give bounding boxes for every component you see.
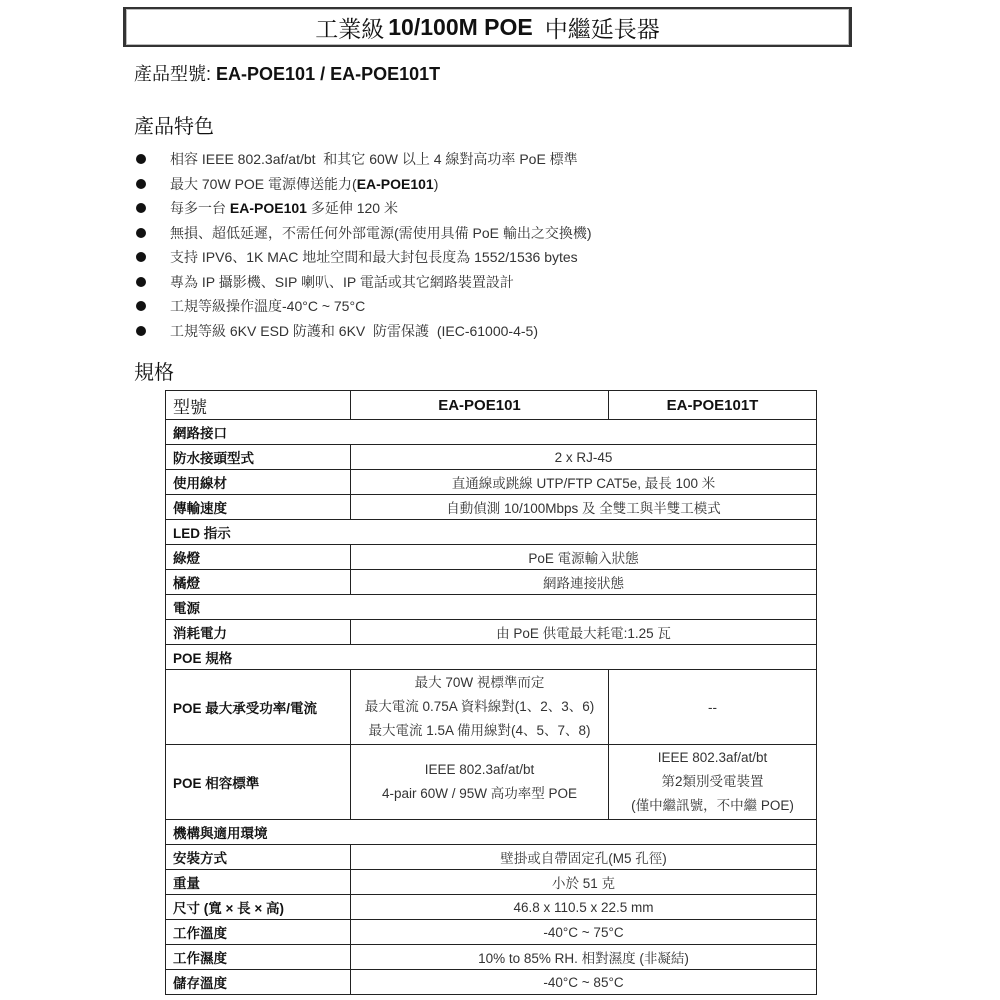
model-label: 產品型號: xyxy=(134,64,212,84)
feature-text xyxy=(170,174,438,194)
row-value-poe-std-col2 xyxy=(609,745,817,820)
table-row xyxy=(166,920,817,945)
table-row xyxy=(166,945,817,970)
row-label-green-led: 綠燈 xyxy=(166,545,351,570)
table-row xyxy=(166,845,817,870)
feature-text-bold: EA-POE101 xyxy=(229,200,307,217)
row-value-storage-temp: -40°C ~ 85°C xyxy=(351,970,817,995)
poe-std-t-line-2: 第2類別受電裝置 xyxy=(661,774,764,789)
section-led: LED 指示 xyxy=(166,520,817,545)
model-value: EA-POE101 / EA-POE101T xyxy=(216,64,441,84)
bullet-icon xyxy=(136,179,146,189)
row-value-mounting: 壁掛或自帶固定孔(M5 孔徑) xyxy=(351,845,817,870)
row-label-connector: 防水接頭型式 xyxy=(166,445,351,470)
row-value-orange-led: 網路連接狀態 xyxy=(351,570,817,595)
feature-item xyxy=(134,294,834,319)
feature-text xyxy=(170,149,578,169)
title-prefix: 工業級 xyxy=(315,15,385,42)
poe-std-t-line-1: IEEE 802.3af/at/bt xyxy=(657,750,768,765)
feature-item xyxy=(134,196,834,221)
feature-item xyxy=(134,147,834,172)
feature-text xyxy=(170,247,578,267)
feature-text xyxy=(170,296,365,316)
title-suffix: 中繼延長器 xyxy=(544,15,660,42)
section-row-power xyxy=(166,595,817,620)
title-main: 10/100M POE xyxy=(388,13,533,40)
section-row-poe xyxy=(166,645,817,670)
feature-text xyxy=(170,198,398,218)
section-network: 網路接口 xyxy=(166,420,817,445)
row-value-consumption: 由 PoE 供電最大耗電:1.25 瓦 xyxy=(351,620,817,645)
row-label-orange-led: 橘燈 xyxy=(166,570,351,595)
bullet-icon xyxy=(136,154,146,164)
row-value-poe-max-col2: -- xyxy=(609,670,817,745)
table-row xyxy=(166,745,817,820)
header-label: 型號 xyxy=(166,391,351,420)
section-row-environment xyxy=(166,820,817,845)
model-line xyxy=(134,60,440,86)
row-value-connector: 2 x RJ-45 xyxy=(351,445,817,470)
feature-text-part: 工規等級操作溫度-40°C ~ 75°C xyxy=(170,298,366,315)
table-header-row xyxy=(166,391,817,420)
row-value-poe-max-col1 xyxy=(351,670,609,745)
section-row-led xyxy=(166,520,817,545)
row-label-cable: 使用線材 xyxy=(166,470,351,495)
row-label-op-temp: 工作溫度 xyxy=(166,920,351,945)
spec-heading: 規格 xyxy=(134,362,174,384)
table-row xyxy=(166,545,817,570)
row-label-poe-max: POE 最大承受功率/電流 xyxy=(166,670,351,745)
row-label-humidity: 工作濕度 xyxy=(166,945,351,970)
row-value-cable: 直通線或跳線 UTP/FTP CAT5e, 最長 100 米 xyxy=(351,470,817,495)
feature-text-part: 工規等級 6KV ESD 防護和 6KV 防雷保護 (IEC-61000-4-5) xyxy=(170,322,538,339)
feature-text xyxy=(170,272,514,292)
poe-std-line-2: 4-pair 60W / 95W 高功率型 POE xyxy=(381,786,578,801)
feature-item xyxy=(134,245,834,270)
feature-item xyxy=(134,270,834,295)
table-row xyxy=(166,895,817,920)
feature-text-bold: EA-POE101 xyxy=(356,175,434,192)
feature-text-part: 每多一台 xyxy=(170,200,230,217)
row-value-green-led: PoE 電源輸入狀態 xyxy=(351,545,817,570)
feature-item xyxy=(134,172,834,197)
row-value-op-temp: -40°C ~ 75°C xyxy=(351,920,817,945)
feature-text-part: 最大 70W POE 電源傳送能力( xyxy=(170,175,357,192)
document-title xyxy=(123,7,852,47)
row-value-dimensions: 46.8 x 110.5 x 22.5 mm xyxy=(351,895,817,920)
row-label-poe-std: POE 相容標準 xyxy=(166,745,351,820)
features-heading: 產品特色 xyxy=(134,116,214,138)
row-value-poe-std-col1 xyxy=(351,745,609,820)
section-poe: POE 規格 xyxy=(166,645,817,670)
feature-text-part: 無損、超低延遲，不需任何外部電源(需使用具備 PoE 輸出之交換機) xyxy=(170,224,592,241)
feature-item xyxy=(134,319,834,344)
section-power: 電源 xyxy=(166,595,817,620)
row-value-weight: 小於 51 克 xyxy=(351,870,817,895)
feature-text-part: 相容 IEEE 802.3af/at/bt 和其它 60W 以上 4 線對高功率 PoE 標準 xyxy=(170,151,578,168)
table-row xyxy=(166,620,817,645)
table-row xyxy=(166,870,817,895)
spec-table xyxy=(165,390,817,995)
features-list xyxy=(134,147,834,343)
table-row xyxy=(166,470,817,495)
poe-std-t-line-3: (僅中繼訊號，不中繼 POE) xyxy=(631,798,794,813)
row-label-mounting: 安裝方式 xyxy=(166,845,351,870)
table-row xyxy=(166,495,817,520)
feature-text-part: 多延伸 120 米 xyxy=(306,200,398,217)
poe-max-line-2: 最大電流 0.75A 資料線對(1、2、3、6) xyxy=(364,699,595,714)
section-row-network xyxy=(166,420,817,445)
table-row xyxy=(166,445,817,470)
poe-std-line-1: IEEE 802.3af/at/bt xyxy=(424,762,535,777)
bullet-icon xyxy=(136,203,146,213)
feature-item xyxy=(134,221,834,246)
header-col-ea-poe101t: EA-POE101T xyxy=(609,391,817,420)
header-col-ea-poe101: EA-POE101 xyxy=(351,391,609,420)
table-row xyxy=(166,970,817,995)
bullet-icon xyxy=(136,301,146,311)
table-row xyxy=(166,570,817,595)
row-label-storage-temp: 儲存溫度 xyxy=(166,970,351,995)
feature-text-part: ) xyxy=(433,175,439,192)
feature-text xyxy=(170,223,592,243)
bullet-icon xyxy=(136,326,146,336)
row-value-humidity: 10% to 85% RH. 相對濕度 (非凝結) xyxy=(351,945,817,970)
bullet-icon xyxy=(136,228,146,238)
table-row xyxy=(166,670,817,745)
row-label-speed: 傳輸速度 xyxy=(166,495,351,520)
poe-max-line-3: 最大電流 1.5A 備用線對(4、5、7、8) xyxy=(368,723,591,738)
feature-text xyxy=(170,321,538,341)
row-label-consumption: 消耗電力 xyxy=(166,620,351,645)
bullet-icon xyxy=(136,277,146,287)
row-label-weight: 重量 xyxy=(166,870,351,895)
feature-text-part: 支持 IPV6、1K MAC 地址空間和最大封包長度為 1552/1536 bytes xyxy=(170,249,578,266)
bullet-icon xyxy=(136,252,146,262)
row-label-dimensions: 尺寸 (寬 × 長 × 高) xyxy=(166,895,351,920)
poe-max-line-1: 最大 70W 視標準而定 xyxy=(414,675,545,690)
section-environment: 機構與適用環境 xyxy=(166,820,817,845)
row-value-speed: 自動偵測 10/100Mbps 及 全雙工與半雙工模式 xyxy=(351,495,817,520)
feature-text-part: 專為 IP 攝影機、SIP 喇叭、IP 電話或其它網路裝置設計 xyxy=(170,273,514,290)
